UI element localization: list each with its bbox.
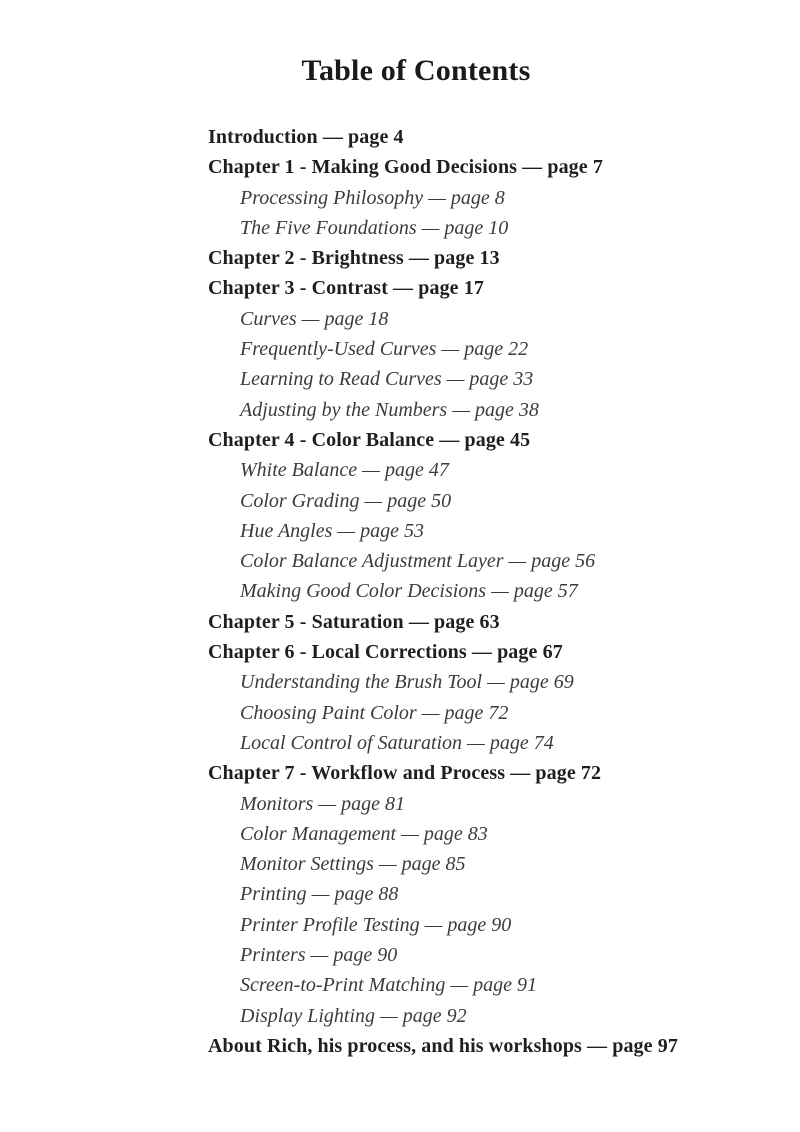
toc-list	[208, 122, 768, 1061]
toc-entry-adjusting-by-the-numbers: Adjusting by the Numbers — page 38	[240, 398, 539, 421]
toc-entry-chapter-5: Chapter 5 - Saturation — page 63	[208, 610, 500, 633]
toc-entry-color-management: Color Management — page 83	[240, 822, 488, 845]
toc-entry-chapter-3: Chapter 3 - Contrast — page 17	[208, 277, 484, 300]
toc-entry-understanding-the-brush-tool: Understanding the Brush Tool — page 69	[240, 671, 574, 694]
toc-entry-chapter-7: Chapter 7 - Workflow and Process — page 72	[208, 762, 602, 785]
toc-entry-white-balance: White Balance — page 47	[240, 459, 449, 482]
toc-entry-curves: Curves — page 18	[240, 307, 389, 330]
toc-entry-printer-profile-testing: Printer Profile Testing — page 90	[240, 913, 512, 936]
toc-entry-monitors: Monitors — page 81	[240, 792, 405, 815]
toc-entry-choosing-paint-color: Choosing Paint Color — page 72	[240, 701, 509, 724]
toc-entry-printers: Printers — page 90	[240, 944, 398, 967]
toc-entry-frequently-used-curves: Frequently-Used Curves — page 22	[240, 338, 529, 361]
toc-entry-chapter-2: Chapter 2 - Brightness — page 13	[208, 247, 500, 270]
toc-entry-processing-philosophy: Processing Philosophy — page 8	[240, 186, 505, 209]
toc-entry-introduction: Introduction — page 4	[208, 126, 404, 148]
toc-entry-screen-to-print-matching: Screen-to-Print Matching — page 91	[240, 974, 537, 997]
toc-entry-local-control-of-saturation: Local Control of Saturation — page 74	[240, 731, 554, 754]
toc-entry-color-balance-adjustment-layer: Color Balance Adjustment Layer — page 56	[240, 550, 596, 573]
toc-entry-chapter-6: Chapter 6 - Local Corrections — page 67	[208, 641, 563, 664]
toc-entry-chapter-4: Chapter 4 - Color Balance — page 45	[208, 428, 531, 451]
toc-entry-about-rich: About Rich, his process, and his workshops — page 97	[208, 1034, 678, 1057]
toc-entry-display-lighting: Display Lighting — page 92	[240, 1004, 467, 1027]
toc-entry-learning-to-read-curves: Learning to Read Curves — page 33	[240, 368, 534, 391]
toc-entry-making-good-color-decisions: Making Good Color Decisions — page 57	[240, 580, 578, 603]
toc-entry-printing: Printing — page 88	[240, 883, 399, 906]
toc-entry-chapter-1: Chapter 1 - Making Good Decisions — page 7	[208, 156, 603, 179]
toc-entry-color-grading: Color Grading — page 50	[240, 489, 452, 512]
page-title: Table of Contents	[301, 54, 531, 87]
toc-entry-the-five-foundations: The Five Foundations — page 10	[240, 216, 509, 239]
toc-entry-hue-angles: Hue Angles — page 53	[240, 519, 425, 542]
toc-entry-monitor-settings: Monitor Settings — page 85	[240, 853, 466, 876]
